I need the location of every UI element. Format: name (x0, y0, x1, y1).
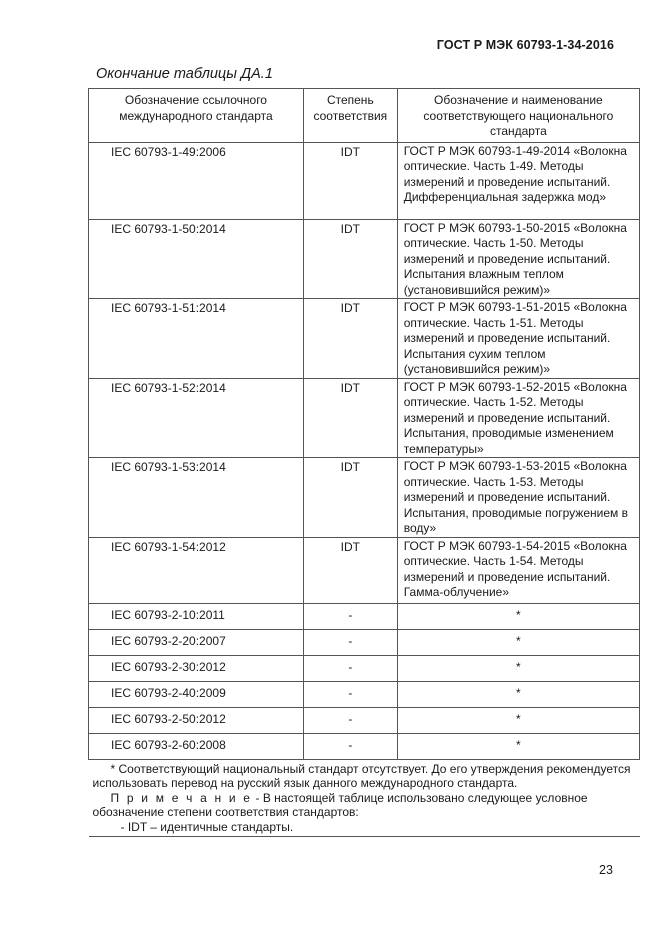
standards-table (88, 88, 640, 837)
table-row (89, 733, 640, 759)
degree-cell: - (303, 733, 397, 759)
degree-cell: IDT (303, 299, 397, 379)
table-row (89, 537, 640, 603)
ref-standard-cell: IEC 60793-2-20:2007 (89, 629, 304, 655)
ref-standard-cell: IEC 60793-1-53:2014 (89, 458, 304, 538)
table-caption: Окончание таблицы ДА.1 (96, 66, 273, 82)
table-notes-row (89, 759, 640, 837)
ref-standard-cell: IEC 60793-1-54:2012 (89, 537, 304, 603)
page-number: 23 (599, 863, 613, 877)
table-row (89, 219, 640, 299)
degree-cell: - (303, 603, 397, 629)
table-row (89, 707, 640, 733)
column-header-degree: Степень соответствия (303, 89, 397, 143)
degree-cell: IDT (303, 142, 397, 219)
ref-standard-cell: IEC 60793-2-50:2012 (89, 707, 304, 733)
idt-definition: - IDT – идентичные стандарты. (120, 819, 294, 834)
table-row (89, 655, 640, 681)
note-label: П р и м е ч а н и е (110, 790, 253, 805)
ref-standard-cell: IEC 60793-1-51:2014 (89, 299, 304, 379)
table-row (89, 603, 640, 629)
table-row (89, 681, 640, 707)
note-text: - В настоящей таблице использовано следующее условное обозначение степени соответствия стандартов: (92, 790, 588, 819)
table-row (89, 142, 640, 219)
table-header-row (89, 89, 640, 143)
national-standard-cell: * (397, 733, 639, 759)
document-code: ГОСТ Р МЭК 60793-1-34-2016 (436, 38, 614, 52)
table-notes (89, 759, 640, 837)
national-standard-cell: ГОСТ Р МЭК 60793-1-52-2015 «Волокна оптические. Часть 1-52. Методы измерений и проведение испытаний. Испытания, проводимые изменением температуры» (397, 378, 639, 458)
ref-standard-cell: IEC 60793-2-60:2008 (89, 733, 304, 759)
national-standard-cell: * (397, 707, 639, 733)
ref-standard-cell: IEC 60793-1-52:2014 (89, 378, 304, 458)
column-header-ref: Обозначение ссылочного международного стандарта (89, 89, 304, 143)
national-standard-cell: ГОСТ Р МЭК 60793-1-53-2015 «Волокна оптические. Часть 1-53. Методы измерений и проведение испытаний. Испытания, проводимые погружением в воду» (397, 458, 639, 538)
table-row (89, 378, 640, 458)
degree-cell: - (303, 681, 397, 707)
column-header-national: Обозначение и наименование соответствующего национального стандарта (397, 89, 639, 143)
ref-standard-cell: IEC 60793-2-40:2009 (89, 681, 304, 707)
degree-cell: IDT (303, 537, 397, 603)
ref-standard-cell: IEC 60793-1-49:2006 (89, 142, 304, 219)
degree-cell: IDT (303, 378, 397, 458)
national-standard-cell: * (397, 603, 639, 629)
degree-cell: - (303, 629, 397, 655)
national-standard-cell: ГОСТ Р МЭК 60793-1-51-2015 «Волокна оптические. Часть 1-51. Методы измерений и проведение испытаний. Испытания сухим теплом (установившийся режим)» (397, 299, 639, 379)
national-standard-cell: ГОСТ Р МЭК 60793-1-54-2015 «Волокна оптические. Часть 1-54. Методы измерений и проведение испытаний. Гамма-облучение» (397, 537, 639, 603)
degree-cell: IDT (303, 458, 397, 538)
note-paragraph (93, 791, 640, 820)
national-standard-cell: * (397, 629, 639, 655)
degree-cell: - (303, 707, 397, 733)
table-row (89, 299, 640, 379)
ref-standard-cell: IEC 60793-2-30:2012 (89, 655, 304, 681)
national-standard-cell: ГОСТ Р МЭК 60793-1-50-2015 «Волокна оптические. Часть 1-50. Методы измерений и проведение испытаний. Испытания влажным теплом (установившийся режим)» (397, 219, 639, 299)
national-standard-cell: * (397, 681, 639, 707)
national-standard-cell: * (397, 655, 639, 681)
table-row (89, 458, 640, 538)
national-standard-cell: ГОСТ Р МЭК 60793-1-49-2014 «Волокна оптические. Часть 1-49. Методы измерений и проведение испытаний. Дифференциальная задержка мод» (397, 142, 639, 219)
degree-cell: IDT (303, 219, 397, 299)
table-row (89, 629, 640, 655)
ref-standard-cell: IEC 60793-2-10:2011 (89, 603, 304, 629)
ref-standard-cell: IEC 60793-1-50:2014 (89, 219, 304, 299)
footnote-text: * Соответствующий национальный стандарт отсутствует. До его утверждения рекомендуется использовать перевод на русский язык данного международного стандарта. (92, 761, 631, 790)
degree-cell: - (303, 655, 397, 681)
